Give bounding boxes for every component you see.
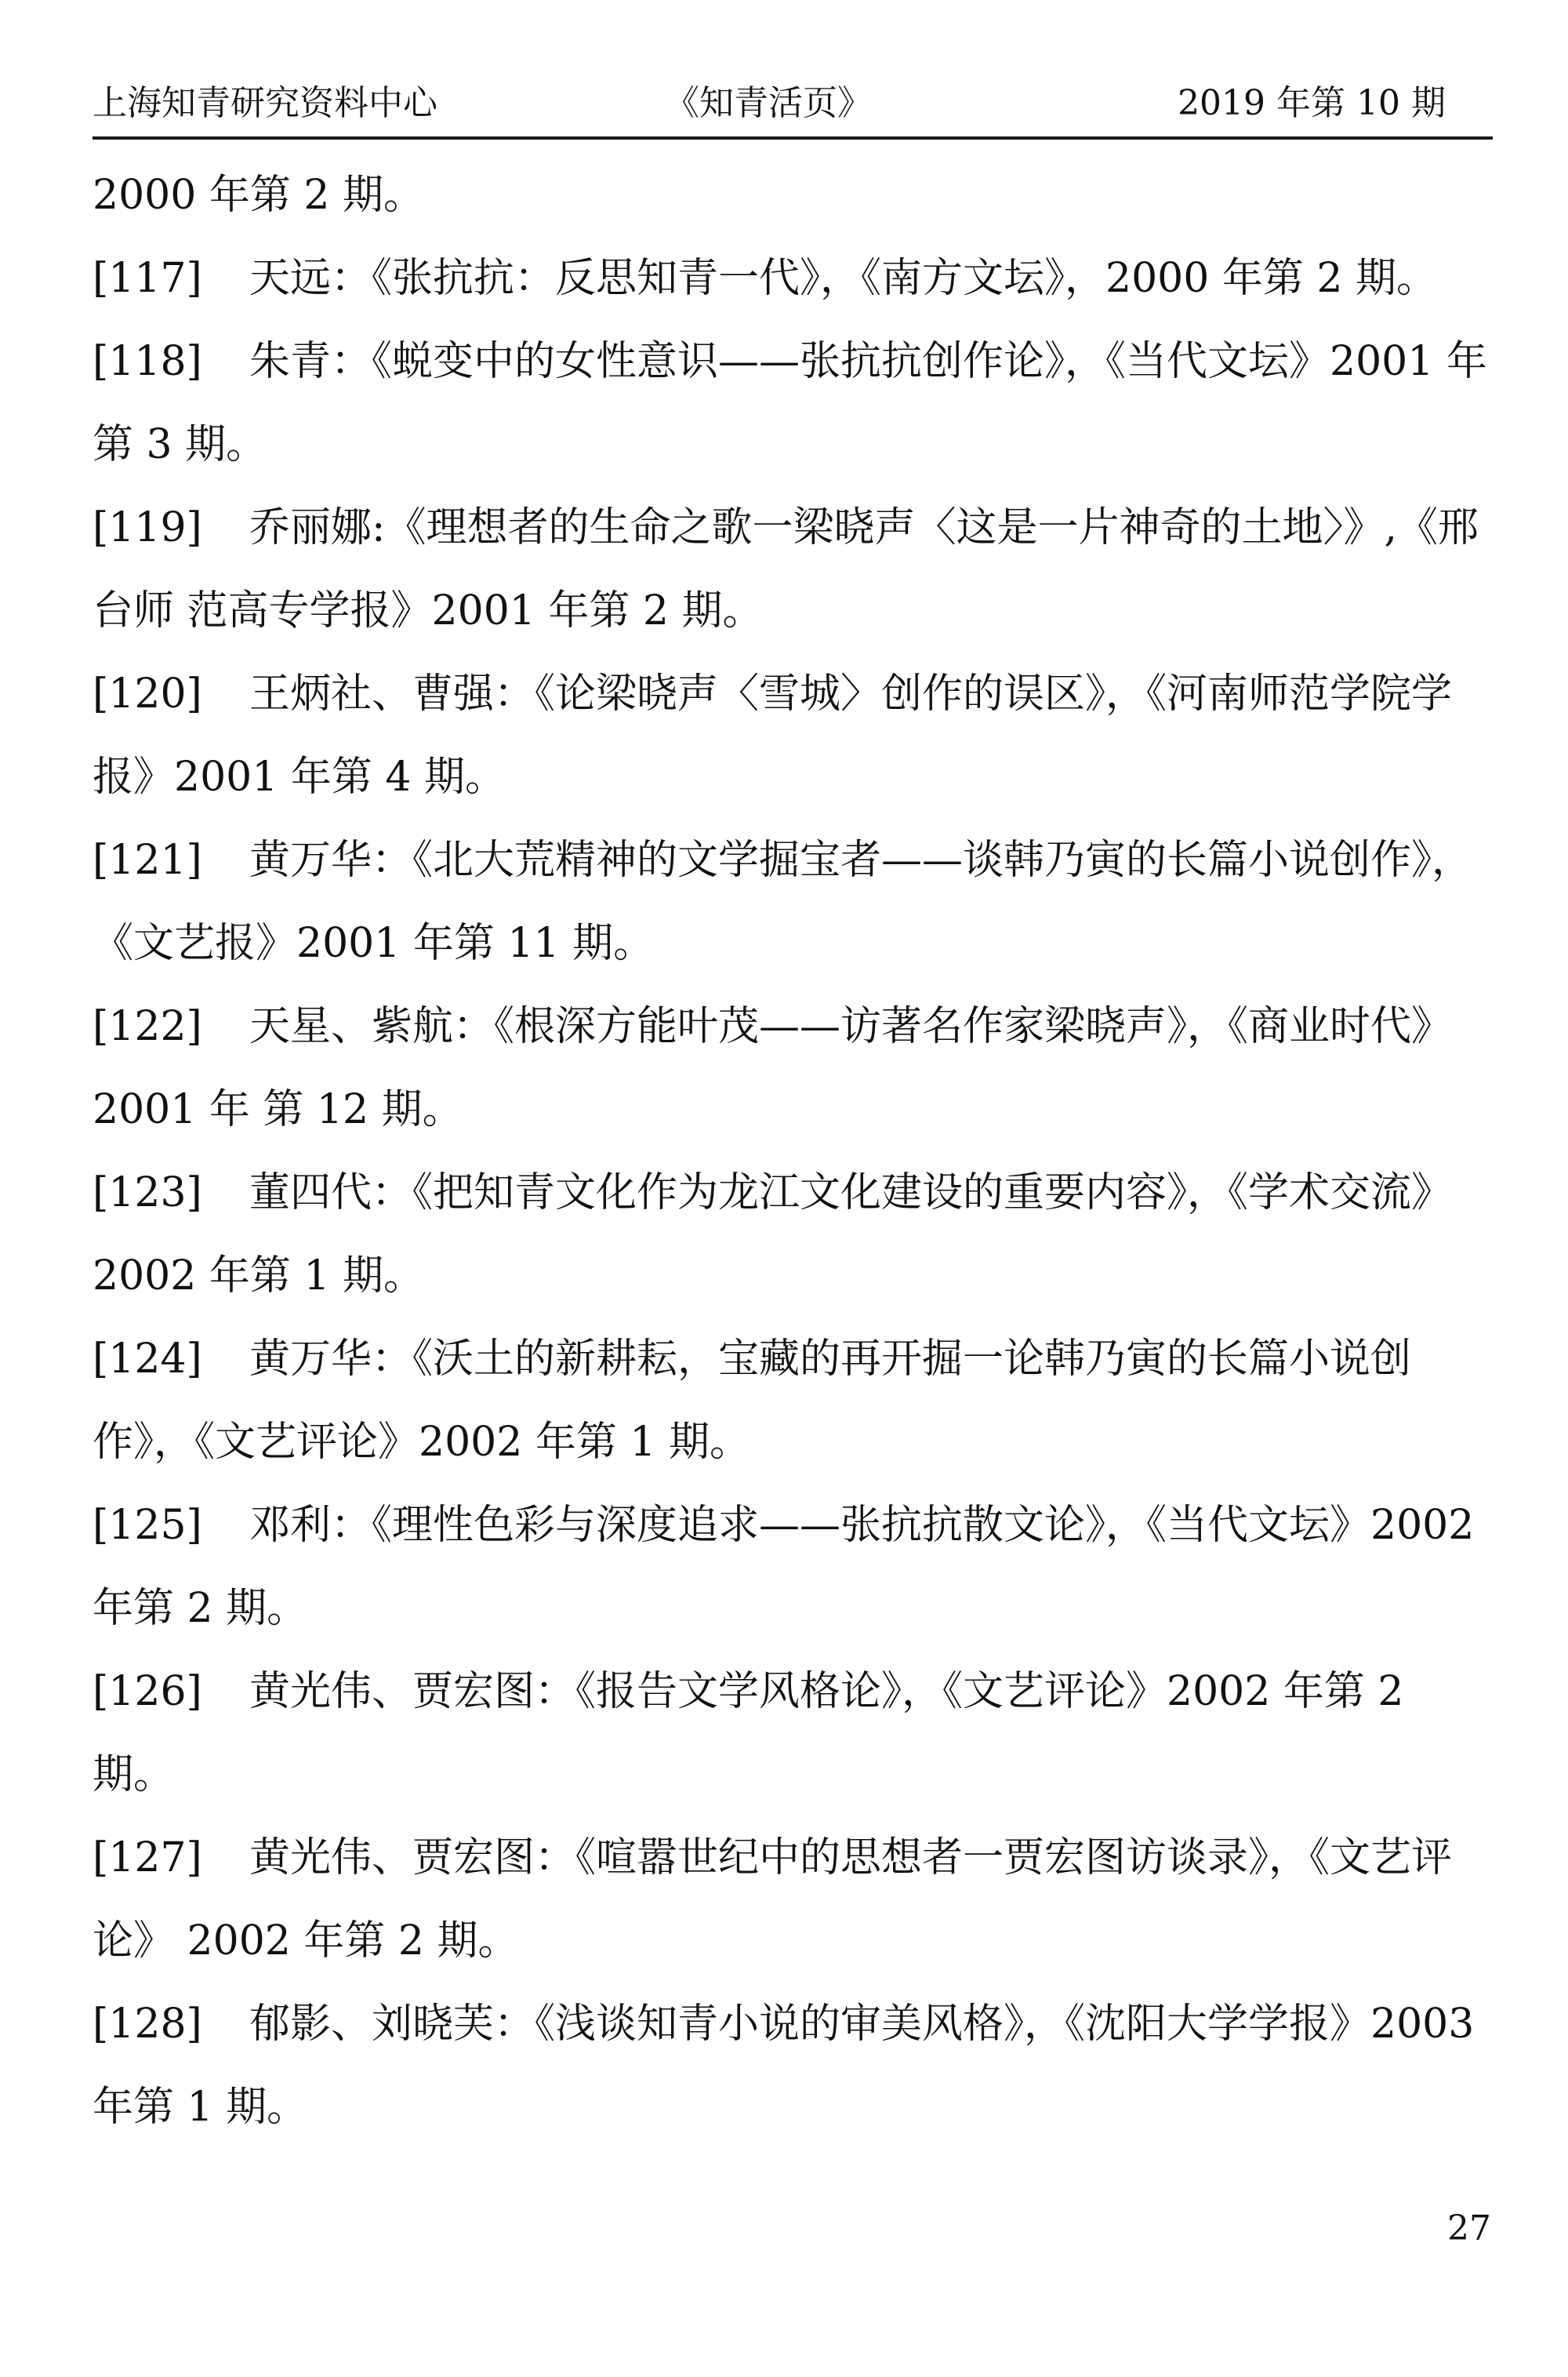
reference-entry xyxy=(93,652,1496,819)
reference-number: [126] xyxy=(93,1668,202,1715)
reference-entry xyxy=(93,320,1496,486)
reference-text: 天星、紫航：《根深方能叶茂——访著名作家梁晓声》，《商业时代》2001 年 第 12 期。 xyxy=(93,1003,1453,1133)
reference-entry xyxy=(93,1151,1496,1318)
reference-entry xyxy=(93,1318,1496,1484)
reference-text: 黄万华：《北大荒精神的文学掘宝者——谈韩乃寅的长篇小说创作》，《文艺报》2001 年第 11 期。 xyxy=(93,837,1473,967)
reference-number: [128] xyxy=(93,2001,202,2048)
reference-text: 邓利：《理性色彩与深度追求——张抗抗散文论》，《当代文坛》2002 年第 2 期。 xyxy=(93,1502,1475,1632)
reference-text: 董四代：《把知青文化作为龙江文化建设的重要内容》，《学术交流》2002 年第 1 期。 xyxy=(93,1169,1453,1299)
reference-text: 黄光伟、贾宏图：《报告文学风格论》，《文艺评论》2002 年第 2 期。 xyxy=(93,1668,1404,1798)
reference-number: [125] xyxy=(93,1502,202,1549)
reference-entry xyxy=(93,486,1496,652)
reference-entry xyxy=(93,1484,1496,1650)
reference-list xyxy=(93,154,1496,2149)
reference-entry xyxy=(93,1650,1496,1816)
reference-text: 黄万华：《沃土的新耕耘，宝藏的再开掘一论韩乃寅的长篇小说创作》，《文艺评论》2002 年第 1 期。 xyxy=(93,1336,1412,1466)
reference-number: [120] xyxy=(93,671,202,718)
reference-entry xyxy=(93,1983,1496,2149)
reference-number: [117] xyxy=(93,255,202,302)
reference-number: [119] xyxy=(93,504,202,551)
reference-text: 郁影、刘晓芙：《浅谈知青小说的审美风格》，《沈阳大学学报》2003 年第 1 期。 xyxy=(93,2001,1475,2131)
reference-text: 王炳社、曹强：《论梁晓声〈雪城〉创作的误区》，《河南师范学院学报》2001 年第 4 期。 xyxy=(93,671,1453,801)
header-publication: 《知青活页》 xyxy=(665,83,872,123)
reference-entry xyxy=(93,1816,1496,1983)
page-number: 27 xyxy=(1447,2208,1491,2248)
reference-number: [127] xyxy=(93,1834,202,1881)
reference-entry xyxy=(93,237,1496,320)
reference-number: [124] xyxy=(93,1336,202,1383)
reference-number: [123] xyxy=(93,1169,202,1216)
header-issue: 2019 年第 10 期 xyxy=(1178,83,1446,123)
reference-text: 天远：《张抗抗：反思知青一代》，《南方文坛》，2000 年第 2 期。 xyxy=(249,255,1438,302)
reference-text: 黄光伟、贾宏图：《喧嚣世纪中的思想者一贾宏图访谈录》，《文艺评论》 2002 年第 2 期。 xyxy=(93,1834,1453,1964)
reference-text: 朱青：《蜕变中的女性意识——张抗抗创作论》，《当代文坛》2001 年第 3 期。 xyxy=(93,338,1487,468)
reference-number: [122] xyxy=(93,1003,202,1050)
running-header xyxy=(93,75,1493,140)
reference-number: [121] xyxy=(93,837,202,884)
reference-entry xyxy=(93,985,1496,1151)
reference-number: [118] xyxy=(93,338,202,385)
reference-text: 乔丽娜:《理想者的生命之歌一梁晓声〈这是一片神奇的土地〉》,《邢台师 范高专学报》2001 年第 2 期。 xyxy=(93,504,1479,634)
header-source: 上海知青研究资料中心 xyxy=(93,83,437,123)
continuation-line: 2000 年第 2 期。 xyxy=(93,172,425,219)
reference-entry xyxy=(93,819,1496,985)
